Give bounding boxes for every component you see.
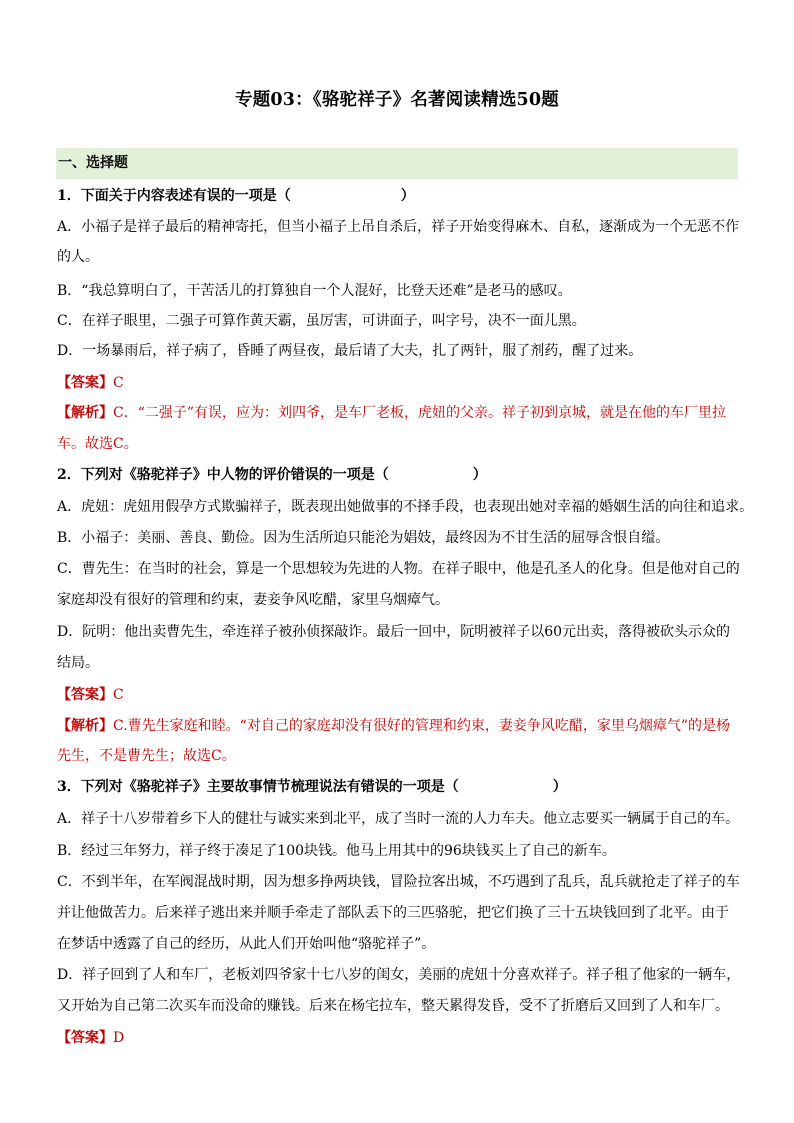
question-3-option-b: B．经过三年努力，祥子终于凑足了100块钱。他马上用其中的96块钱买上了自己的新车。 [57, 843, 616, 859]
question-1-option-a: A．小福子是祥子最后的精神寄托，但当小福子上吊自杀后，祥子开始变得麻木、自私，逐渐成为一个无恶不作 [57, 219, 740, 235]
question-2-analysis-cont: 先生，不是曹先生；故选C。 [57, 748, 236, 764]
page-title: 专题03：《骆驼祥子》名著阅读精选50题 [235, 90, 559, 110]
question-1-option-b: B．“我总算明白了，干苦活儿的打算独自一个人混好，比登天还难”是老马的感叹。 [57, 283, 572, 299]
question-1-option-a-cont: 的人。 [57, 249, 99, 265]
question-3-option-c: C．不到半年，在军阀混战时期，因为想多挣两块钱，冒险拉客出城，不巧遇到了乱兵，乱兵就抢走了祥子的车 [57, 874, 740, 890]
question-3-stem: 3．下列对《骆驼祥子》主要故事情节梳理说法有错误的一项是（ ） [57, 779, 567, 795]
question-3-option-c-cont2: 在梦话中透露了自己的经历，从此人们开始叫他“骆驼祥子”。 [57, 936, 436, 952]
question-3-option-d: D．祥子回到了人和车厂，老板刘四爷家十七八岁的闺女，美丽的虎妞十分喜欢祥子。祥子租了他家的一辆车， [57, 967, 741, 983]
question-2-option-c-cont: 家庭却没有很好的管理和约束，妻妾争风吃醋，家里乌烟瘴气。 [57, 592, 449, 608]
question-2-option-d: D．阮明：他出卖曹先生，牵连祥子被孙侦探敲诈。最后一回中，阮明被祥子以60元出卖，落得被砍头示众的 [57, 624, 731, 640]
question-3-answer: 【答案】D [57, 1030, 125, 1046]
question-1-option-d: D．一场暴雨后，祥子病了，昏睡了两昼夜，最后请了大夫，扎了两针，服了剂药，醒了过来。 [57, 343, 643, 359]
question-2-option-d-cont: 结局。 [57, 655, 99, 671]
section-heading: 一、选择题 [56, 148, 738, 179]
question-2-analysis: 【解析】C.曹先生家庭和睦。“对自己的家庭却没有很好的管理和约束，妻妾争风吃醋，家里乌烟瘴气”的是杨 [57, 718, 730, 734]
question-1-answer: 【答案】C [57, 375, 124, 391]
question-2-option-a: A．虎妞：虎妞用假孕方式欺骗祥子，既表现出她做事的不择手段，也表现出她对幸福的婚姻生活的向往和追求。 [57, 499, 754, 515]
question-3-option-c-cont: 并让他做苦力。后来祥子逃出来并顺手牵走了部队丢下的三匹骆驼，把它们换了三十五块钱回到了北平。由于 [57, 905, 729, 921]
question-2-option-b: B．小福子：美丽、善良、勤俭。因为生活所迫只能沦为娼妓，最终因为不甘生活的屈辱含恨自缢。 [57, 530, 670, 546]
question-1-stem: 1．下面关于内容表述有误的一项是（ ） [57, 188, 415, 204]
question-3-option-d-cont: 又开始为自己第二次买车而没命的赚钱。后来在杨宅拉车，整天累得发昏，受不了折磨后又回到了人和车厂。 [57, 998, 729, 1014]
question-2-answer: 【答案】C [57, 687, 124, 703]
question-2-option-c: C．曹先生：在当时的社会，算是一个思想较为先进的人物。在祥子眼中，他是孔圣人的化身。但是他对自己的 [57, 561, 740, 577]
question-1-analysis-cont: 车。故选C。 [57, 436, 138, 452]
question-1-analysis: 【解析】C．“二强子”有误，应为：刘四爷，是车厂老板，虎妞的父亲。祥子初到京城，就是在他的车厂里拉 [57, 405, 727, 421]
question-2-stem: 2．下列对《骆驼祥子》中人物的评价错误的一项是（ ） [57, 467, 487, 483]
question-1-option-c: C．在祥子眼里，二强子可算作黄天霸，虽厉害，可讲面子，叫字号，决不一面儿黑。 [57, 313, 586, 329]
question-3-option-a: A．祥子十八岁带着乡下人的健壮与诚实来到北平，成了当时一流的人力车夫。他立志要买一辆属于自己的车。 [57, 811, 740, 827]
